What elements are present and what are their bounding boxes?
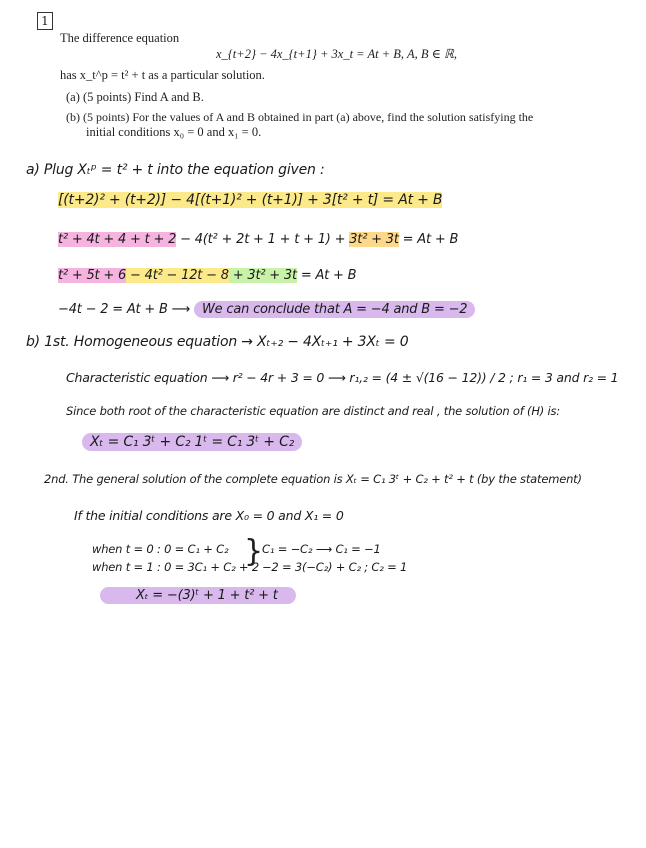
solution-a-line3 [58,268,356,283]
characteristic-equation: Characteristic equation ⟶ r² − 4r + 3 = 0 ⟶ r₁,₂ = (4 ± √(16 − 12)) / 2 ; r₁ = 3 and r₂ = 1 [66,370,619,385]
system-result-c2: −2 = 3(−C₂) + C₂ ; C₂ = 1 [262,560,408,574]
solution-a-heading: a) Plug Xₜᵖ = t² + t into the equation given : [26,162,325,178]
homogeneous-solution-highlight: Xₜ = C₁ 3ᵗ + C₂ 1ᵗ = C₁ 3ᵗ + C₂ [82,433,302,451]
problem-intro: The difference equation [60,31,180,45]
solution-a-line4 [58,302,475,317]
highlight-pink-simplified: t² + 5t + 6 [58,268,127,283]
part-b-text-line2: initial conditions x₀ = 0 and x₁ = 0. [86,125,262,139]
part-b-text-line1: (b) (5 points) For the values of A and B obtained in part (a) above, find the solution satisfying the [66,110,534,124]
conclusion-highlight: We can conclude that A = −4 and B = −2 [194,301,475,318]
solution-a-line2 [58,232,458,247]
highlight-yellow-simplified: − 4t² − 12t − 8 [126,268,229,283]
particular-solution-text: has x_t^p = t² + t as a particular solution. [60,68,265,82]
system-line-t1: when t = 1 : 0 = 3C₁ + C₂ + 2 [92,560,259,574]
general-solution-statement: 2nd. The general solution of the complete equation is Xₜ = C₁ 3ᵗ + C₂ + t² + t (by the statement) [44,472,582,486]
system-line-t0: when t = 0 : 0 = C₁ + C₂ [92,542,229,556]
solution-b-heading: b) 1st. Homogeneous equation → Xₜ₊₂ − 4Xₜ₊₁ + 3Xₜ = 0 [26,334,409,350]
solution-a-line1 [58,192,442,208]
solution-a-line2-middle: − 4(t² + 2t + 1 + t + 1) + [176,232,350,247]
highlight-pink-expansion: t² + 4t + 4 + t + 2 [58,232,177,247]
homogeneous-solution [82,434,302,450]
system-result-c1: C₁ = −C₂ ⟶ C₁ = −1 [262,542,381,556]
right-brace-glyph: } [244,534,264,569]
problem-number: 1 [37,12,53,30]
part-a-text: (a) (5 points) Find A and B. [66,90,204,104]
solution-a-result-equation: −4t − 2 = At + B ⟶ [58,302,191,317]
solution-a-line2-rhs: = At + B [398,232,459,247]
problem-equation: x_{t+2} − 4x_{t+1} + 3x_t = At + B, A, B ∈ ℝ, [216,47,458,61]
highlight-yellow: [(t+2)² + (t+2)] − 4[(t+1)² + (t+1)] + 3[t² + t] = At + B [58,192,443,208]
solution-a-line3-rhs: = At + B [296,268,357,283]
final-solution [100,588,296,603]
highlight-orange-expansion: 3t² + 3t [349,232,399,247]
distinct-roots-statement: Since both root of the characteristic equation are distinct and real , the solution of (H) is: [66,404,560,418]
highlight-green-simplified: + 3t² + 3t [228,268,297,283]
initial-conditions-statement: If the initial conditions are X₀ = 0 and X₁ = 0 [74,508,344,523]
final-solution-highlight: Xₜ = −(3)ᵗ + 1 + t² + t [100,587,296,604]
